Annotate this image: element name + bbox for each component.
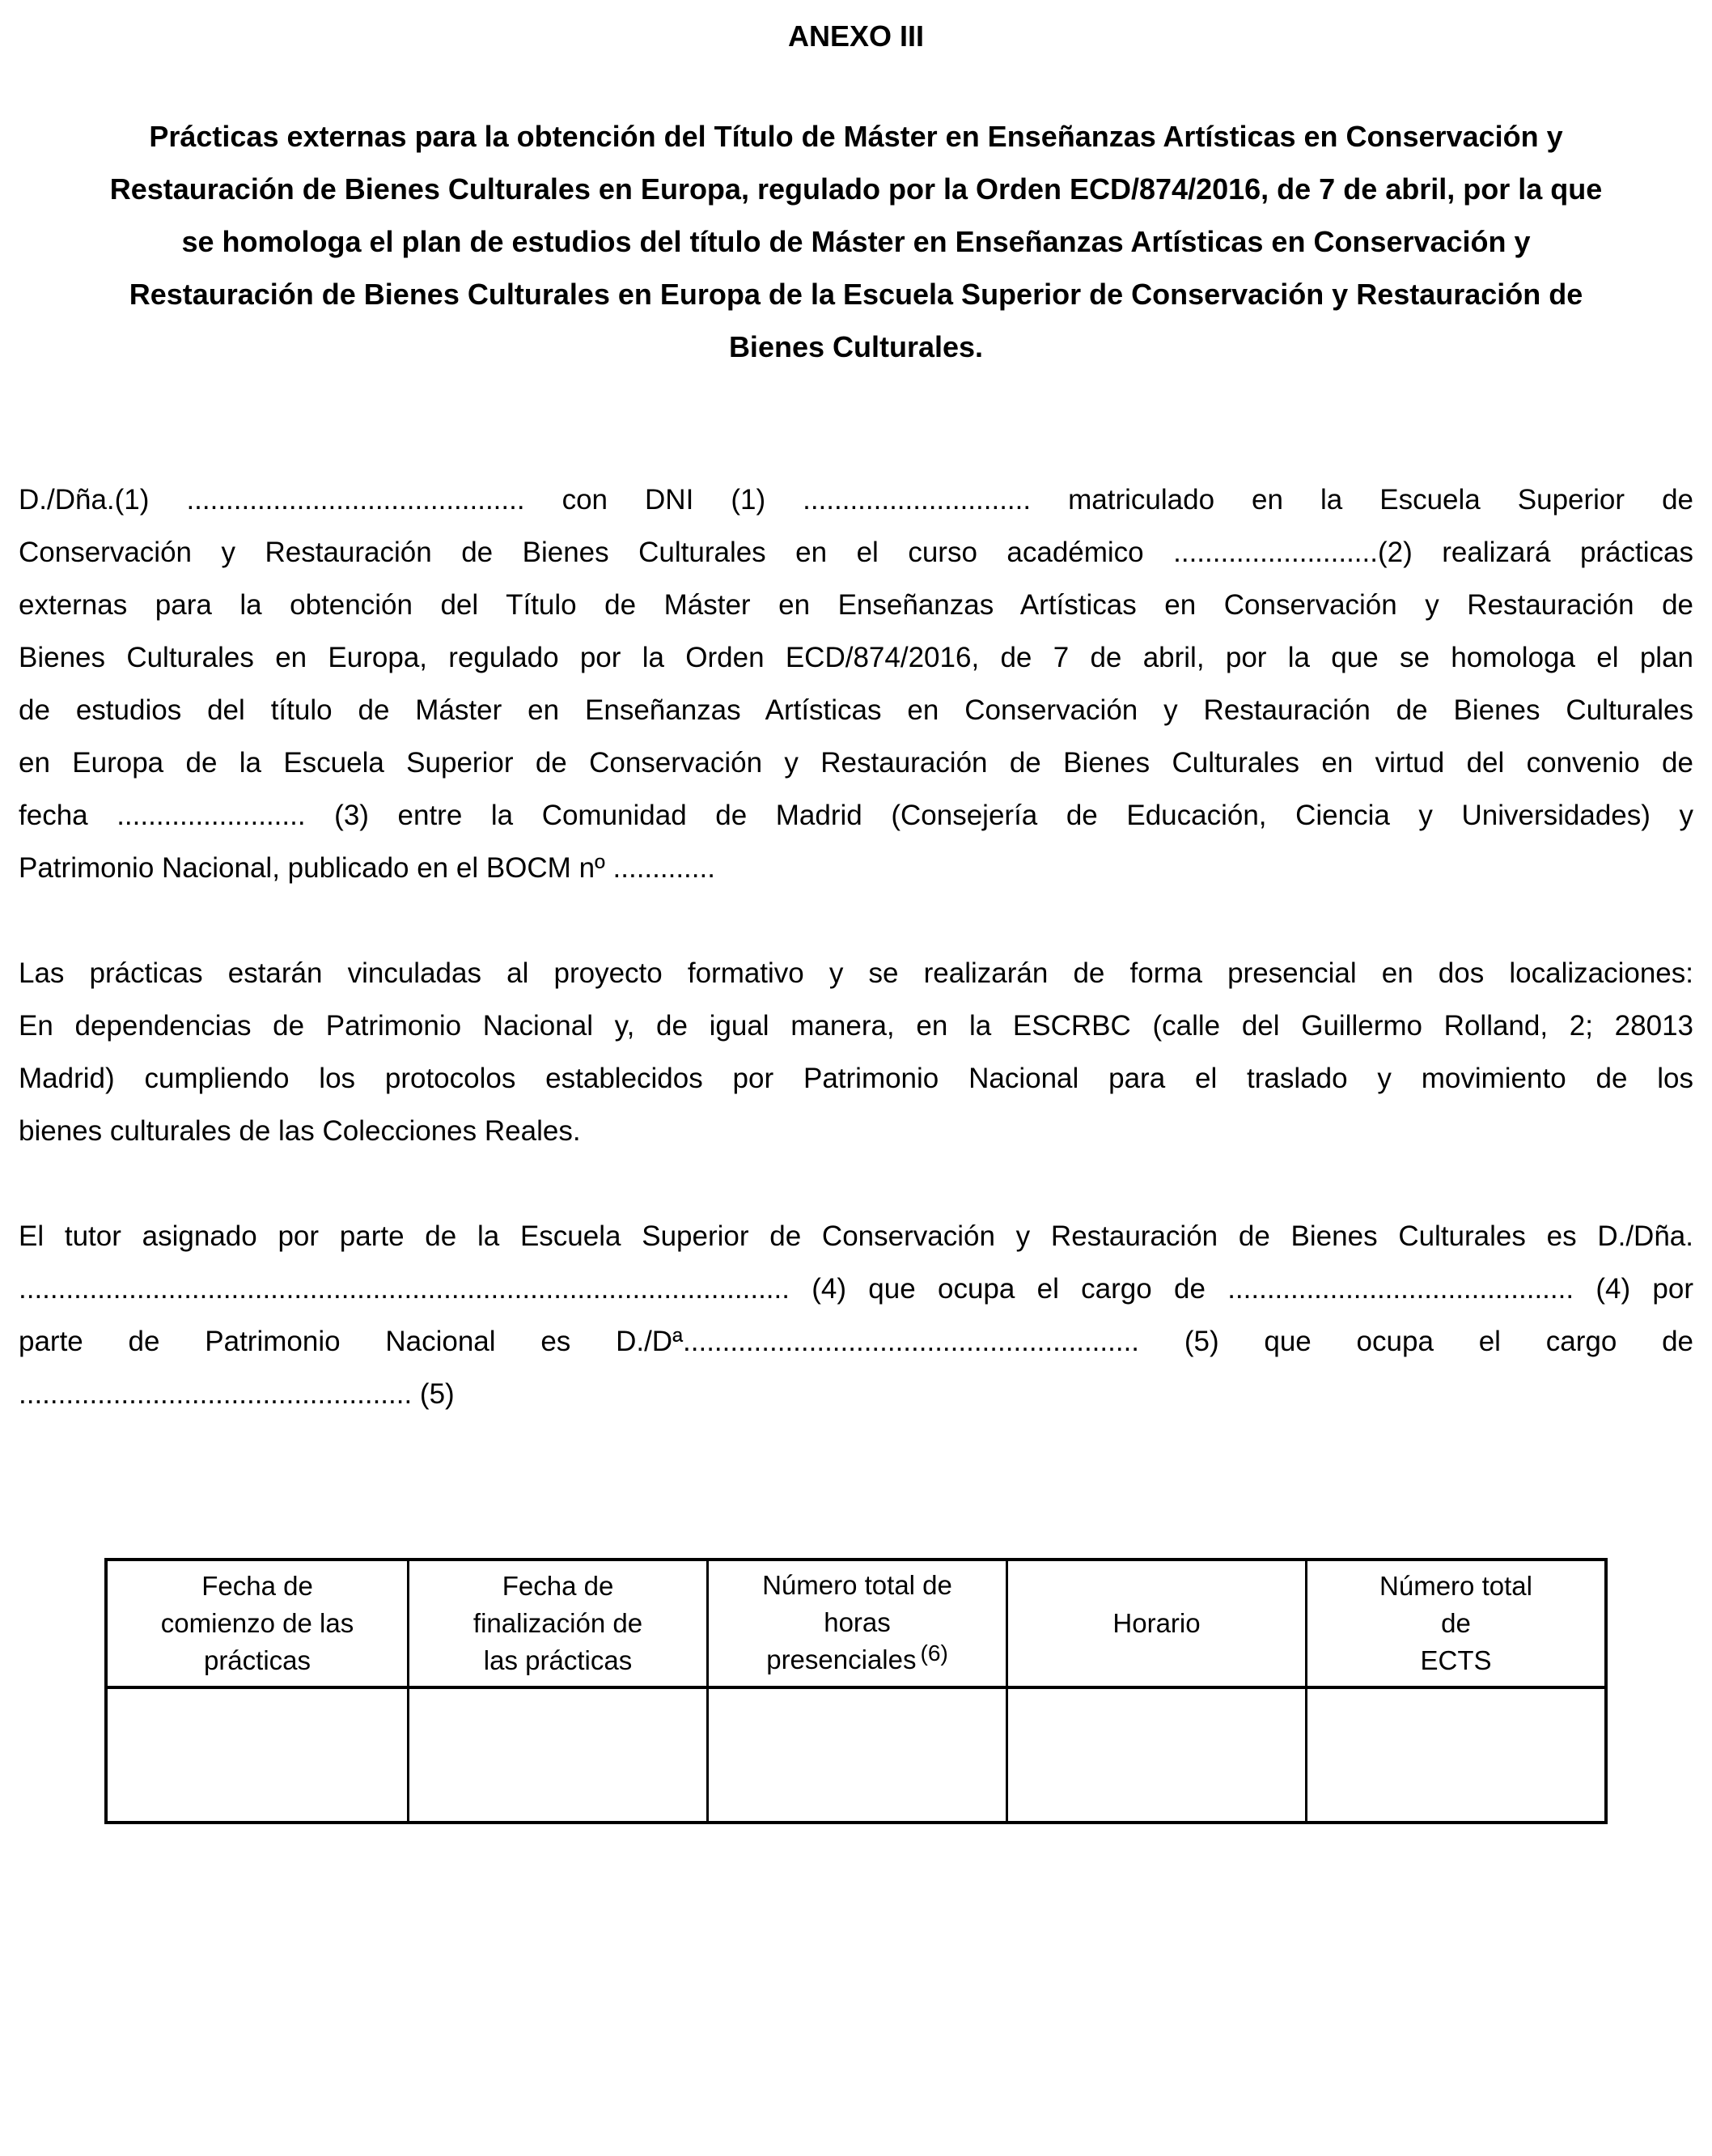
header-line: Número total de [762,1570,952,1600]
paragraph-line: El tutor asignado por parte de la Escuela Superior de Conservación y Restauración de Bienes Culturales es D./Dña. [19,1220,1693,1252]
empty-cell-schedule [1006,1689,1305,1821]
paragraph-line-with-blank: Conservación y Restauración de Bienes Culturales en el curso académico ..........................(2) realizará prácticas [19,537,1693,568]
heading-line: se homologa el plan de estudios del título de Máster en Enseñanzas Artísticas en Conservación y [181,225,1531,258]
header-line: Fecha de [502,1571,614,1601]
heading-line: Bienes Culturales. [728,330,984,363]
paragraph-line: En dependencias de Patrimonio Nacional y, de igual manera, en la ESCRBC (calle del Guillermo Rolland, 2; 28013 [19,1010,1693,1042]
paragraph-line: bienes culturales de las Colecciones Reales. [19,1115,581,1147]
header-cell-schedule [1006,1561,1305,1686]
paragraph-line-with-blank: Patrimonio Nacional, publicado en el BOCM nº ............. [19,852,715,884]
header-line-text: presenciales [766,1645,917,1674]
header-cell-end-date [407,1561,706,1686]
heading-line: Restauración de Bienes Culturales en Europa de la Escuela Superior de Conservación y Restauración de [129,278,1583,311]
header-line: Número total [1379,1571,1532,1601]
table-empty-row [108,1689,1604,1821]
header-line: de [1441,1608,1471,1638]
paragraph-line-with-blank: D./Dña.(1) ........................................... con DNI (1) ............................. matriculado en la Escuela Superior de [19,484,1693,516]
paragraph-line-with-blank: parte de Patrimonio Nacional es D./Dª.......................................................... (5) que ocupa el cargo de [19,1326,1693,1357]
header-line: las prácticas [483,1645,633,1675]
paragraph-tutors [19,1210,1693,1420]
paragraph-line: en Europa de la Escuela Superior de Conservación y Restauración de Bienes Culturales en virtud del convenio de [19,747,1693,779]
paragraph-line: Bienes Culturales en Europa, regulado por la Orden ECD/874/2016, de 7 de abril, por la que se homologa el plan [19,642,1693,673]
empty-cell-end-date [407,1689,706,1821]
paragraph-line-with-blank: .................................................. (5) [19,1378,455,1410]
paragraph-line: de estudios del título de Máster en Enseñanzas Artísticas en Conservación y Restauración de Bienes Culturales [19,694,1693,726]
header-line: comienzo de las [160,1608,354,1638]
footnote-marker: (6) [920,1640,948,1666]
empty-cell-total-ects [1305,1689,1604,1821]
paragraph-enrollment [19,473,1693,894]
header-line [766,1641,948,1680]
header-line: horas [824,1607,891,1637]
heading-line: Prácticas externas para la obtención del Título de Máster en Enseñanzas Artísticas en Conservación y [149,120,1563,153]
header-line: Horario [1112,1608,1201,1638]
header-cell-total-ects [1305,1561,1604,1686]
paragraph-locations [19,947,1693,1157]
header-line: Fecha de [201,1571,313,1601]
heading-paragraph [19,110,1693,373]
paragraph-line: Madrid) cumpliendo los protocolos establecidos por Patrimonio Nacional para el traslado y movimiento de los [19,1063,1693,1094]
table-header-row [108,1561,1604,1689]
header-cell-total-hours [706,1561,1006,1686]
practices-schedule-table [104,1558,1608,1824]
paragraph-line: externas para la obtención del Título de Máster en Enseñanzas Artísticas en Conservación y Restauración de [19,589,1693,621]
empty-cell-total-hours [706,1689,1006,1821]
paragraph-line-with-blank: .................................................................................................. (4) que ocupa el cargo de ............................................ (4) por [19,1273,1693,1305]
heading-line: Restauración de Bienes Culturales en Europa, regulado por la Orden ECD/874/2016, de 7 de abril, por la que [109,172,1603,206]
paragraph-line-with-blank: fecha ........................ (3) entre la Comunidad de Madrid (Consejería de Educación, Ciencia y Universidades) y [19,800,1693,831]
paragraph-line: Las prácticas estarán vinculadas al proyecto formativo y se realizarán de forma presencial en dos localizaciones: [19,957,1693,989]
header-line: prácticas [203,1645,311,1675]
document-title: ANEXO III [787,19,925,53]
header-line: ECTS [1420,1645,1492,1675]
empty-cell-start-date [108,1689,407,1821]
header-line: finalización de [472,1608,643,1638]
header-cell-start-date [108,1561,407,1686]
